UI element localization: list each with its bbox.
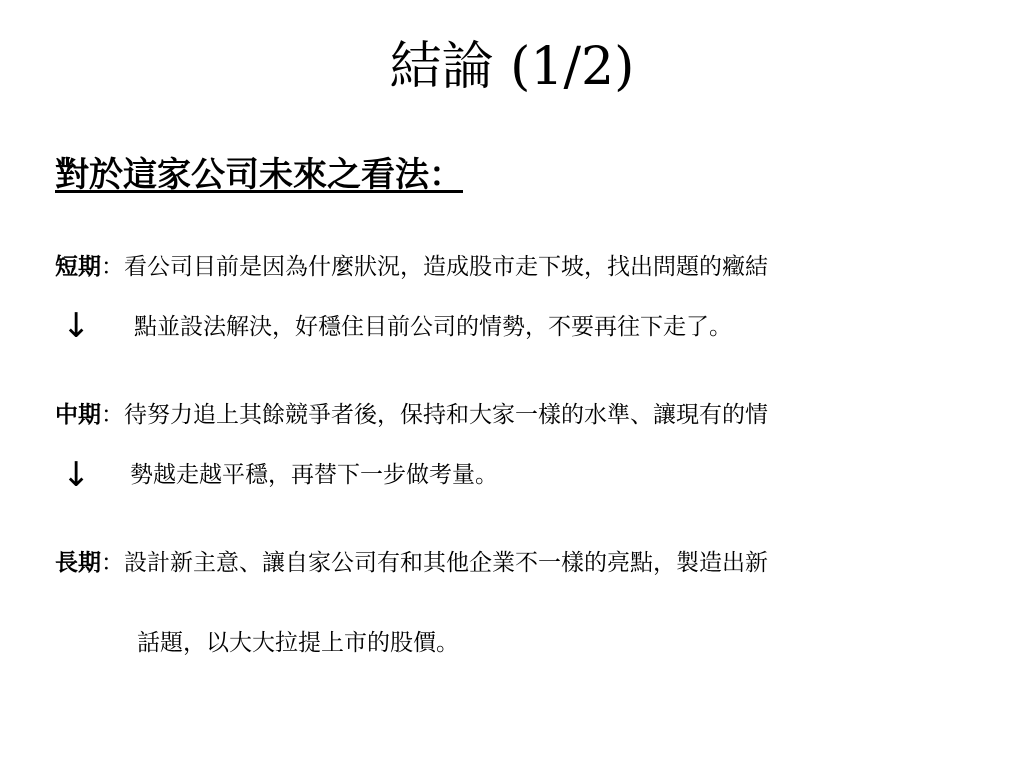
short-term-text-1: 看公司目前是因為什麼狀況，造成股市走下坡，找出問題的癥結	[124, 254, 768, 280]
short-term-colon: ：	[101, 254, 124, 280]
long-term-label: 長期	[55, 549, 101, 576]
slide-title: 結論 (1/2)	[389, 37, 635, 97]
short-term-line-1	[55, 250, 768, 284]
mid-term-colon: ：	[101, 402, 124, 428]
short-term-label: 短期	[55, 253, 101, 280]
slide-subtitle: 對於這家公司未來之看法：	[55, 155, 463, 195]
mid-term-line-2: 勢越走越平穩，再替下一步做考量。	[130, 462, 498, 488]
long-term-text-1: 設計新主意、讓自家公司有和其他企業不一樣的亮點，製造出新	[124, 550, 768, 576]
mid-term-label: 中期	[55, 401, 101, 428]
short-term-line-2: 點並設法解決，好穩住目前公司的情勢，不要再往下走了。	[134, 314, 732, 340]
down-arrow-icon: ↓	[62, 306, 91, 346]
long-term-line-2: 話題，以大大拉提上市的股價。	[137, 630, 459, 656]
mid-term-line-1	[55, 398, 768, 432]
long-term-colon: ：	[101, 550, 124, 576]
mid-term-text-1: 待努力追上其餘競爭者後，保持和大家一樣的水準、讓現有的情	[124, 402, 768, 428]
down-arrow-icon: ↓	[62, 455, 91, 495]
long-term-line-1	[55, 546, 768, 580]
